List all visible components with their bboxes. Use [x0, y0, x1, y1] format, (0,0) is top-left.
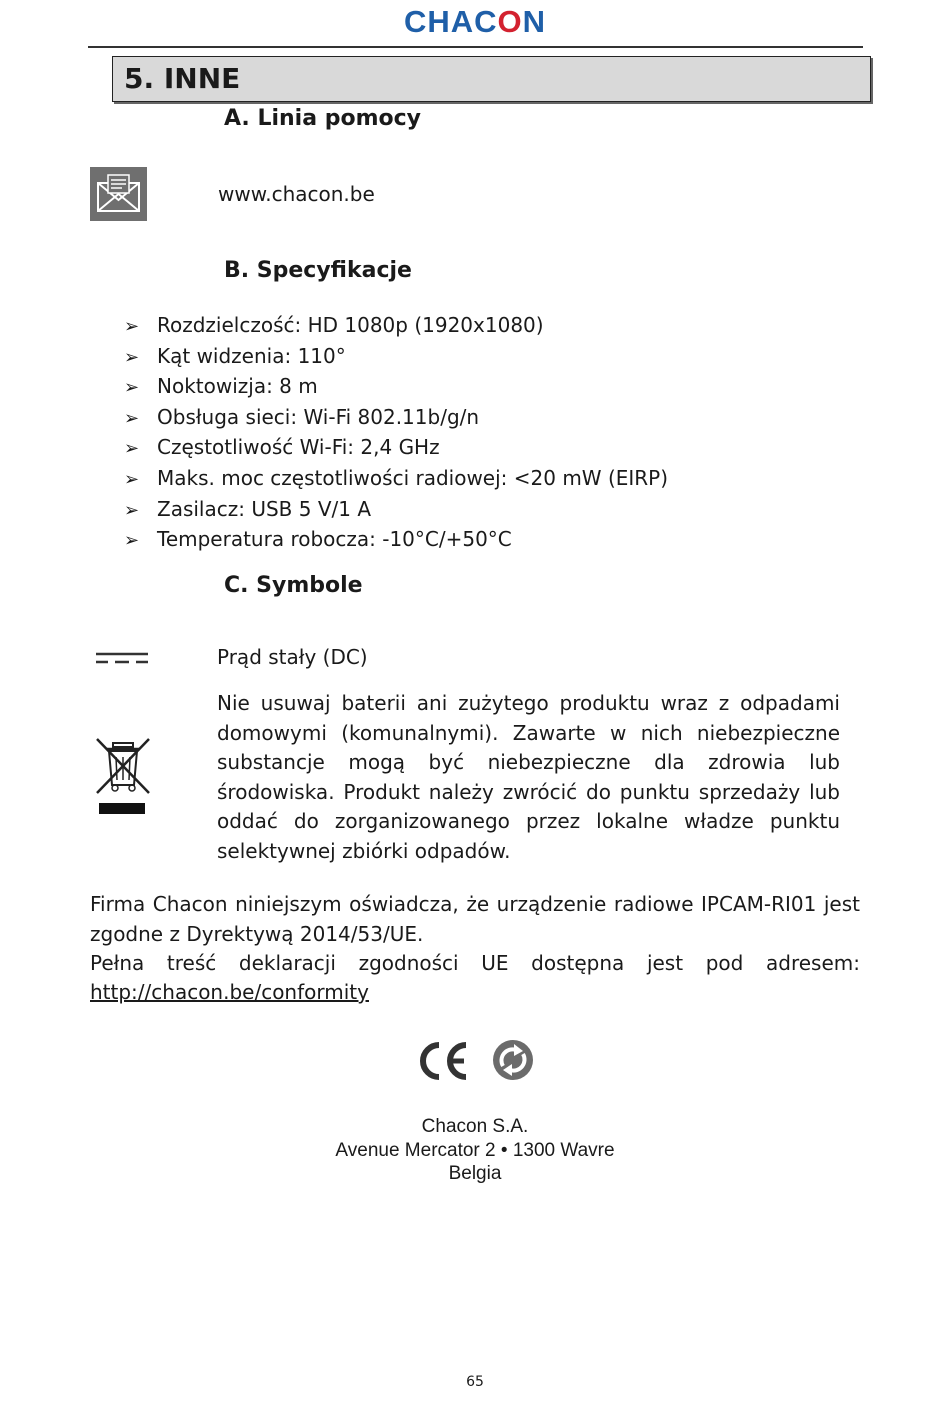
bullet-arrow-icon: ➢	[124, 530, 140, 552]
declaration-paragraph	[90, 890, 860, 949]
spec-item: ➢ Kąt widzenia: 110°	[124, 342, 668, 373]
bullet-arrow-icon: ➢	[124, 468, 140, 490]
logo-text-start: CHAC	[403, 4, 498, 39]
company-address	[0, 1115, 950, 1186]
bullet-arrow-icon: ➢	[124, 438, 140, 460]
logo-text-end: N	[522, 4, 547, 39]
declaration-text: Firma Chacon niniejszym oświadcza, że urządzenie radiowe IPCAM-RI01 jest zgodne z Dyrektywą 2014/53/UE.	[90, 892, 860, 946]
spec-item: ➢ Zasilacz: USB 5 V/1 A	[124, 495, 668, 526]
chacon-logo	[0, 4, 950, 40]
page-number: 65	[466, 1374, 484, 1390]
dc-symbol-icon	[95, 650, 149, 666]
mail-icon	[90, 167, 147, 221]
spec-item: ➢ Maks. moc częstotliwości radiowej: <20 mW (EIRP)	[124, 464, 668, 495]
company-street: Avenue Mercator 2 • 1300 Wavre	[335, 1139, 615, 1161]
section-title: 5. INNE	[124, 62, 241, 95]
bullet-arrow-icon: ➢	[124, 346, 140, 368]
crossed-out-bin-icon	[94, 737, 152, 817]
spec-item: ➢ Rozdzielczość: HD 1080p (1920x1080)	[124, 311, 668, 342]
declaration-line	[90, 978, 369, 1008]
green-dot-icon	[492, 1039, 534, 1081]
spec-item: ➢ Obsługa sieci: Wi-Fi 802.11b/g/n	[124, 403, 668, 434]
ce-mark-icon	[416, 1040, 470, 1082]
logo-o-glyph: O	[497, 4, 523, 39]
company-name: Chacon S.A.	[421, 1116, 529, 1137]
declaration-availability: Pełna treść deklaracji zgodności UE dostępna jest pod adresem:	[90, 951, 860, 975]
help-heading: A. Linia pomocy	[224, 106, 422, 131]
header-rule	[88, 46, 863, 48]
specs-list	[124, 311, 668, 556]
bullet-arrow-icon: ➢	[124, 499, 140, 521]
specs-heading: B. Specyfikacje	[224, 258, 412, 283]
help-url: www.chacon.be	[218, 182, 375, 206]
spec-item: ➢ Noktowizja: 8 m	[124, 372, 668, 403]
bullet-arrow-icon: ➢	[124, 316, 140, 337]
bullet-arrow-icon: ➢	[124, 377, 140, 399]
spec-item: ➢ Temperatura robocza: -10°C/+50°C	[124, 525, 668, 556]
dc-description: Prąd stały (DC)	[217, 645, 368, 669]
company-country: Belgia	[448, 1163, 502, 1184]
weee-description: Nie usuwaj baterii ani zużytego produktu wraz z odpadami domowymi (komunalnymi). Zawarte w nich niebezpieczne substancje mogą być niebezpieczne dla zdrowia lub środowiska. Produkt należy zwrócić do punktu sprzedaży lub oddać do zorganizowanego przez lokalne władze punktu selektywnej zbiórki odpadów.	[217, 691, 840, 863]
conformity-link[interactable]: http://chacon.be/conformity	[90, 980, 369, 1004]
symbols-heading: C. Symbole	[224, 573, 363, 598]
spec-item: ➢ Częstotliwość Wi-Fi: 2,4 GHz	[124, 433, 668, 464]
bullet-arrow-icon: ➢	[124, 407, 140, 429]
